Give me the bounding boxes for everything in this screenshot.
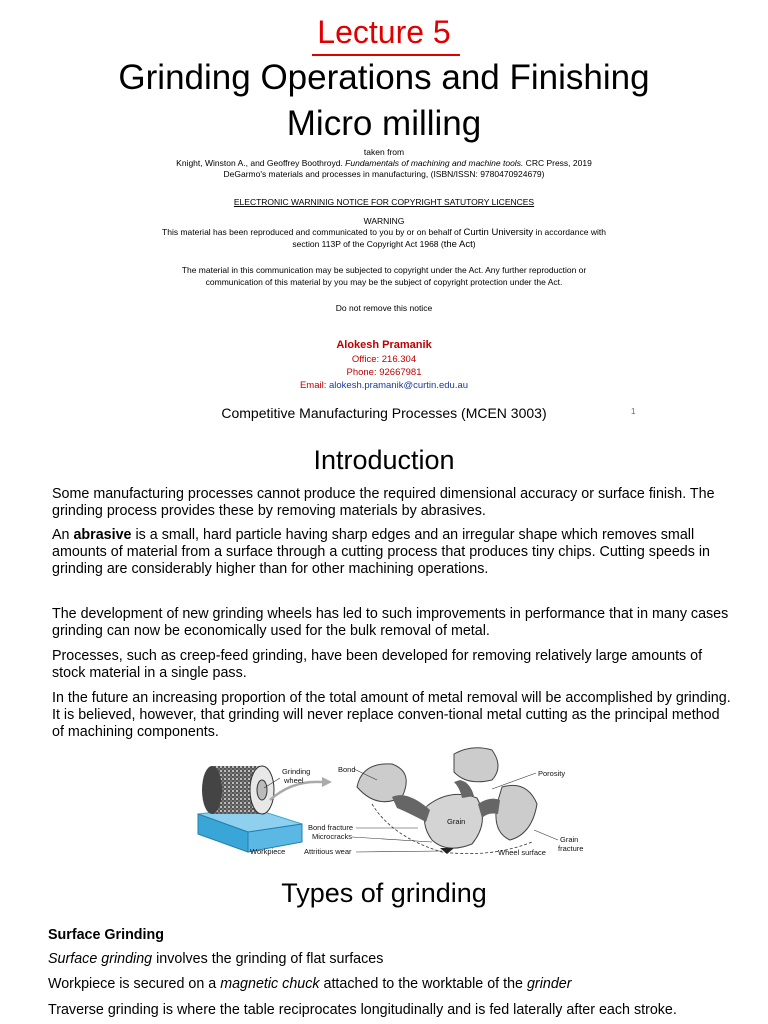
label-bond-fracture: Bond fracture (308, 823, 354, 832)
label-grain: Grain (447, 817, 466, 826)
grinding-wheel-figure (192, 742, 602, 862)
label-microcracks: Microcracks (312, 832, 353, 841)
bond-bridge-1 (392, 795, 430, 822)
author-office: Office: 216.304 (351, 354, 417, 365)
reference-1 (0, 158, 768, 169)
reference-1-authors: Knight, Winston A., and Geoffrey Boothroyd. (176, 158, 346, 168)
grinder-term: grinder (526, 976, 572, 992)
intro-paragraph-4: Processes, such as creep-feed grinding, have been developed for removing relatively large amounts of stock material in a single pass. (52, 648, 703, 681)
grain-top (454, 748, 498, 782)
introduction-heading: Introduction (313, 445, 455, 475)
title-line-1: Grinding Operations and Finishing (118, 58, 650, 97)
warning-line-4: communication of this material by you may be the subject of copyright protection under the Act. (205, 277, 563, 287)
email-link[interactable]: alokesh.pramanik@curtin.edu.au (329, 380, 469, 391)
wheel-hub (257, 780, 267, 800)
warning-line-2 (0, 239, 768, 250)
lecture-underline (312, 54, 460, 56)
leader-microcracks (352, 837, 432, 842)
label-wheel: wheel (284, 776, 304, 785)
lecture-number: Lecture 5 (317, 14, 451, 50)
types-heading: Types of grinding (281, 878, 487, 908)
course-footer: Competitive Manufacturing Processes (MCEN 3003) (221, 405, 547, 421)
magnetic-chuck-term: magnetic chuck (220, 976, 320, 992)
warning-line-2-c: ) (472, 239, 476, 249)
label-wheel-surface: Wheel surface (498, 848, 546, 857)
wheel-back-face (202, 766, 222, 814)
warning-line-2-act: the Act (443, 239, 473, 250)
author-email-line (0, 380, 768, 391)
taken-from: taken from (363, 147, 405, 157)
warning-label: WARNING (363, 216, 405, 226)
leader-attritious-wear (356, 851, 442, 852)
reference-1-rest: CRC Press, 2019 (523, 158, 592, 168)
intro-paragraph-2 (52, 527, 732, 578)
surface-grinding-line-2 (48, 976, 738, 993)
label-attritious-wear: Attritious wear (304, 847, 352, 856)
l2-b: attached to the worktable of the (319, 976, 527, 992)
intro-paragraph-3: The development of new grinding wheels has led to such improvements in performance that in many cases grinding can now be economically used for the bulk removal of metal. (52, 606, 729, 639)
leader-grain-fracture (534, 830, 558, 840)
warning-line-2-a: section 113P of the Copyright Act 1968 ( (292, 239, 444, 249)
label-workpiece: Workpiece (250, 847, 286, 856)
copyright-notice-heading: ELECTRONIC WARNINIG NOTICE FOR COPYRIGHT SATUTORY LICENCES (233, 197, 535, 207)
p2-lead: An (52, 527, 74, 543)
title-line-2: Micro milling (286, 104, 482, 143)
label-grain-fracture-1: Grain (560, 835, 579, 844)
l1-rest: involves the grinding of flat surfaces (152, 951, 384, 967)
grain-right (496, 785, 537, 840)
intro-paragraph-1: Some manufacturing processes cannot produce the required dimensional accuracy or surface finish. The grinding process provides these by removing materials by abrasives. (52, 486, 715, 519)
warning-line-1 (0, 227, 768, 238)
label-porosity: Porosity (538, 769, 566, 778)
reference-1-title: Fundamentals of machining and machine tools. (345, 158, 524, 168)
warning-line-3: The material in this communication may be subjected to copyright under the Act. Any further reproduction or (181, 265, 587, 275)
warning-line-5: Do not remove this notice (335, 303, 433, 313)
surface-grinding-term: Surface grinding (48, 951, 153, 967)
author-name: Alokesh Pramanik (336, 339, 432, 351)
warning-line-1-university: Curtin University (463, 227, 534, 238)
zoom-arrow-head (322, 777, 332, 787)
p2-rest: is a small, hard particle having sharp edges and an irregular shape which removes small amounts of material from a surface through a cutting process that produces tiny chips. Cutting speeds in grinding are considerably higher than for other machining operations. (52, 527, 710, 577)
page-number: 1 (631, 407, 636, 416)
warning-line-1-a: This material has been reproduced and communicated to you by or on behalf of (162, 227, 464, 237)
surface-grinding-heading: Surface Grinding (48, 927, 164, 943)
l2-a: Workpiece is secured on a (48, 976, 221, 992)
warning-line-1-c: in accordance with (533, 227, 606, 237)
label-bond: Bond (338, 765, 356, 774)
email-label: Email: (299, 380, 329, 391)
surface-grinding-line-3: Traverse grinding is where the table reciprocates longitudinally and is fed laterally after each stroke. (48, 1002, 677, 1018)
surface-grinding-line-1 (48, 951, 738, 968)
label-grain-fracture-2: fracture (558, 844, 584, 853)
reference-2: DeGarmo's materials and processes in manufacturing, (ISBN/ISSN: 9780470924679) (223, 169, 545, 179)
abrasive-term: abrasive (73, 527, 132, 543)
intro-paragraph-5: In the future an increasing proportion of the total amount of metal removal will be accomplished by grinding. It is believed, however, that grinding will never replace conven-tional metal cutting as the principal method of machining components. (52, 690, 731, 740)
author-phone: Phone: 92667981 (346, 367, 422, 378)
label-grinding: Grinding (282, 767, 311, 776)
